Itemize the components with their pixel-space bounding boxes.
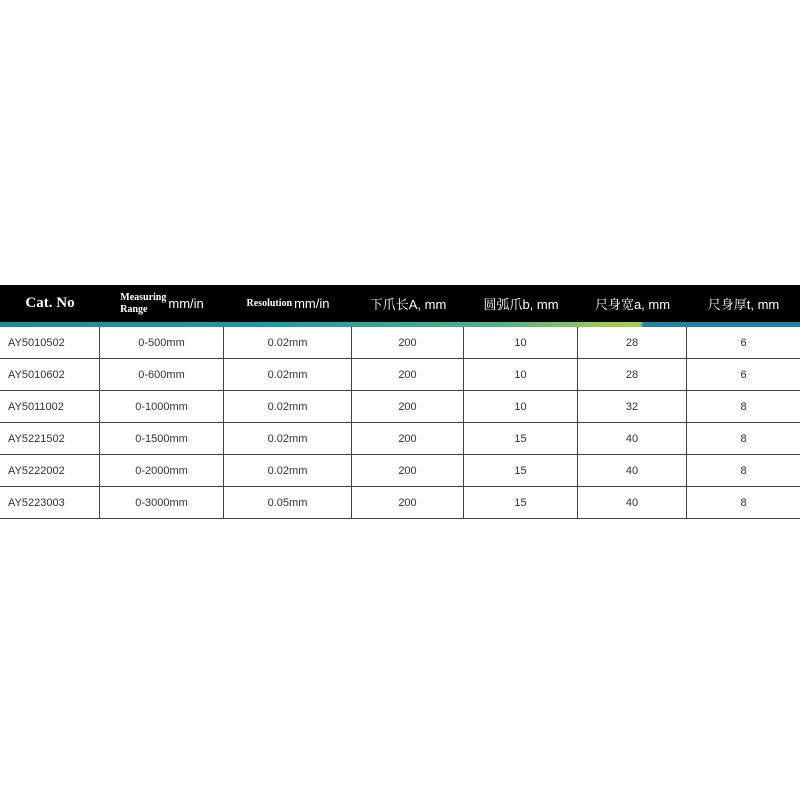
cell-jaw-length: 200 <box>352 359 464 390</box>
header-resolution <box>224 285 352 322</box>
header-arc-jaw: 圆弧爪b, mm <box>483 297 559 312</box>
cell-body-width: 40 <box>578 455 687 486</box>
cell-arc-jaw: 10 <box>464 359 578 390</box>
cell-body-thickness: 6 <box>740 368 747 381</box>
cell-cat-no: AY5011002 <box>0 391 100 422</box>
header-body-thickness: 尺身厚t, mm <box>707 297 780 312</box>
header-body-width: 尺身宽a, mm <box>594 297 671 312</box>
cell-body-width: 28 <box>578 359 687 390</box>
cell-jaw-length: 200 <box>352 455 464 486</box>
cell-resolution: 0.02mm <box>224 327 352 358</box>
cell-jaw-length: 200 <box>352 391 464 422</box>
measuring-range-label <box>120 292 166 316</box>
cell-body-width: 32 <box>578 391 687 422</box>
cell-range: 0-600mm <box>100 359 224 390</box>
table-row <box>0 359 800 391</box>
header-measuring-unit: mm/in <box>168 296 204 311</box>
cell-body-thickness: 8 <box>740 432 747 445</box>
table-row <box>0 391 800 423</box>
cell-resolution: 0.05mm <box>224 487 352 518</box>
cell-resolution: 0.02mm <box>224 391 352 422</box>
spec-table <box>0 285 800 519</box>
cell-resolution: 0.02mm <box>224 359 352 390</box>
cell-cat-no: AY5222002 <box>0 455 100 486</box>
cell-arc-jaw: 15 <box>464 455 578 486</box>
cell-cat-no: AY5010602 <box>0 359 100 390</box>
header-resolution-label: Resolution <box>246 297 293 309</box>
cell-cat-no: AY5223003 <box>0 487 100 518</box>
cell-body-thickness: 8 <box>740 496 747 509</box>
table-row <box>0 455 800 487</box>
cell-range: 0-2000mm <box>100 455 224 486</box>
table-row <box>0 423 800 455</box>
cell-body-width: 40 <box>578 487 687 518</box>
cell-body-thickness: 6 <box>740 336 747 349</box>
table-row <box>0 327 800 359</box>
cell-range: 0-1500mm <box>100 423 224 454</box>
cell-range: 0-1000mm <box>100 391 224 422</box>
cell-arc-jaw: 10 <box>464 391 578 422</box>
cell-cat-no: AY5221502 <box>0 423 100 454</box>
cell-arc-jaw: 10 <box>464 327 578 358</box>
header-measuring-range <box>100 285 224 322</box>
cell-arc-jaw: 15 <box>464 487 578 518</box>
table-row <box>0 487 800 519</box>
cell-body-thickness: 8 <box>740 464 747 477</box>
cell-resolution: 0.02mm <box>224 455 352 486</box>
cell-jaw-length: 200 <box>352 487 464 518</box>
cell-body-width: 28 <box>578 327 687 358</box>
cell-resolution: 0.02mm <box>224 423 352 454</box>
cell-range: 0-500mm <box>100 327 224 358</box>
header-cat-no: Cat. No <box>25 295 75 311</box>
header-measuring-bottom: Range <box>120 303 148 315</box>
table-body <box>0 327 800 519</box>
cell-arc-jaw: 15 <box>464 423 578 454</box>
cell-body-thickness: 8 <box>740 400 747 413</box>
header-measuring-top: Measuring <box>120 291 167 303</box>
table-header <box>0 285 800 322</box>
cell-range: 0-3000mm <box>100 487 224 518</box>
header-jaw-length: 下爪长A, mm <box>369 297 447 312</box>
cell-body-width: 40 <box>578 423 687 454</box>
cell-jaw-length: 200 <box>352 327 464 358</box>
cell-cat-no: AY5010502 <box>0 327 100 358</box>
cell-jaw-length: 200 <box>352 423 464 454</box>
header-resolution-unit: mm/in <box>294 296 330 311</box>
